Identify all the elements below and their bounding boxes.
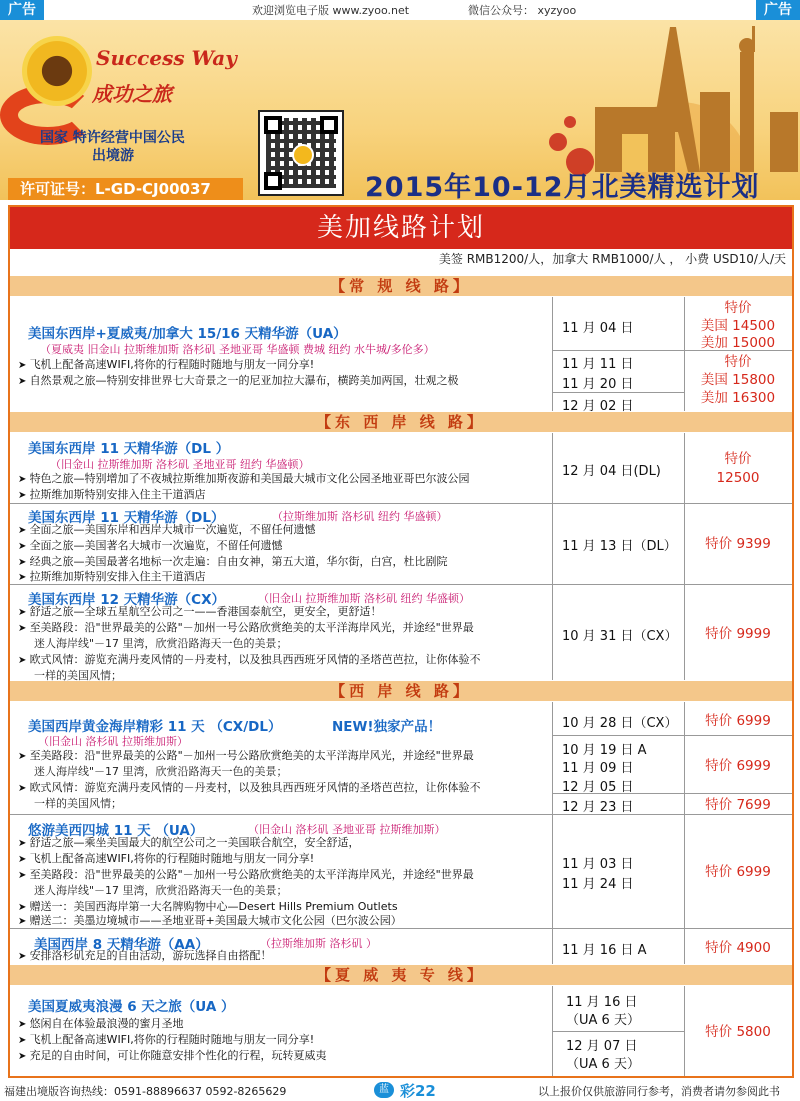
price-value: 特价 4900 — [705, 940, 771, 956]
route-title[interactable]: 美国西岸 8 天精华游（AA） — [34, 937, 209, 953]
route-bullet: ➤ 拉斯维加斯特别安排入住主干道酒店 — [18, 569, 206, 586]
disclaimer: 以上报价仅供旅游同行参考，消费者请勿参阅此书 — [538, 1085, 780, 1098]
departure-date: 11 月 04 日 — [562, 321, 634, 336]
route-cities: （拉斯维加斯 洛杉矶 ） — [260, 937, 377, 950]
route-bullet: ➤ 特色之旅—特别增加了不夜城拉斯维加斯夜游和美国最大城市文化公园圣地亚哥巴尔波公园 — [18, 471, 470, 488]
grid-line — [552, 392, 684, 393]
route-cities: （旧金山 洛杉矶 圣地亚哥 拉斯维加斯） — [248, 823, 446, 836]
route-bullet: ➤ 舒适之旅—乘坐美国最大的航空公司之一美国联合航空，安全舒适， — [18, 835, 360, 852]
ad-label-right: 广告 — [756, 0, 800, 20]
plan-title: 2015年10-12月北美精选计划 — [365, 172, 760, 203]
ad-label-left: 广告 — [0, 0, 44, 20]
departure-date: 10 月 19 日 A — [562, 743, 647, 758]
hotline: 福建出境版咨询热线：0591-88896637 0592-8265629 — [4, 1085, 287, 1098]
route-title[interactable]: 美国东西岸 11 天精华游（DL） — [28, 510, 225, 526]
route-bullet: ➤ 赠送二：美墨边境城市——圣地亚哥+美国最大城市文化公园（巴尔波公园） — [18, 913, 402, 930]
welcome-text[interactable]: 欢迎浏览电子版 www.zyoo.net — [252, 4, 410, 17]
route-bullet: ➤ 拉斯维加斯特别安排入住主干道酒店 — [18, 487, 206, 504]
brand-chinese: 成功之旅 — [92, 82, 172, 106]
departure-note: （UA 6 天） — [566, 1057, 640, 1072]
route-bullet-continued: 迷人海岸线"－17 里湾，欣赏沿路海天一色的美景； — [34, 637, 288, 650]
price-value: 美加 15000 — [700, 335, 776, 351]
section-regular: 【常 规 线 路】 — [10, 276, 792, 296]
qr-code-icon[interactable] — [258, 110, 344, 196]
departure-date: 11 月 11 日 — [562, 357, 634, 372]
route-bullet: ➤ 赠送一：美国西海岸第一大名牌购物中心—Desert Hills Premium Outlets — [18, 899, 398, 916]
section-west: 【西 岸 线 路】 — [10, 681, 792, 701]
price-value: 美国 14500 — [700, 318, 776, 334]
price-value: 特价 6999 — [705, 864, 771, 880]
price-label: 特价 — [724, 354, 752, 370]
route-bullet: ➤ 欧式风情：游览充满丹麦风情的－丹麦村，以及独具西西班牙风情的圣塔芭芭拉，让你体验不 — [18, 780, 481, 797]
route-bullet: ➤ 自然景观之旅—特别安排世界七大奇景之一的尼亚加拉大瀑布，横跨美加两国，壮观之极 — [18, 373, 459, 390]
departure-note: （UA 6 天） — [566, 1013, 640, 1028]
route-cities: （旧金山 拉斯维加斯 洛杉矶 纽约 华盛顿） — [258, 592, 470, 605]
grid-line — [10, 814, 792, 815]
route-bullet: ➤ 安排洛杉矶充足的自由活动，游玩选择自由搭配！ — [18, 948, 272, 965]
qr-finder — [320, 116, 338, 134]
route-title[interactable]: 美国西岸黄金海岸精彩 11 天 （CX/DL） — [28, 719, 282, 735]
departure-date: 11 月 13 日（DL） — [562, 539, 677, 554]
page-number: 彩22 — [400, 1082, 436, 1100]
route-title[interactable]: 美国东西岸 11 天精华游（DL ） — [28, 441, 230, 457]
departure-date: 12 月 02 日 — [562, 399, 634, 414]
route-bullet: ➤ 全面之旅—美国东岸和西岸大城市一次遍览，不留任何遗憾 — [18, 522, 316, 539]
license-line1: 国家 特许经营中国公民 — [40, 130, 185, 146]
route-cities: （夏威夷 旧金山 拉斯维加斯 洛杉矶 圣地亚哥 华盛顿 费城 纽约 水牛城/多伦多） — [40, 343, 435, 356]
route-bullet: ➤ 悠闲自在体验最浪漫的蜜月圣地 — [18, 1016, 184, 1033]
route-title[interactable]: 悠游美西四城 11 天 （UA） — [28, 823, 204, 839]
route-bullet-continued: 迷人海岸线"－17 里湾，欣赏沿路海天一色的美景； — [34, 884, 288, 897]
price-label: 特价 — [724, 451, 752, 467]
route-bullet: ➤ 舒适之旅—全球五星航空公司之一——香港国泰航空，更安全，更舒适！ — [18, 604, 382, 621]
sunflower-logo-icon — [22, 36, 92, 106]
route-bullet: ➤ 欧式风情：游览充满丹麦风情的－丹麦村，以及独具西西班牙风情的圣塔芭芭拉，让你体验不 — [18, 652, 481, 669]
route-cities: （旧金山 洛杉矶 拉斯维加斯） — [38, 735, 188, 748]
price-value: 特价 9399 — [705, 536, 771, 552]
visa-fees: 美签 RMB1200/人，加拿大 RMB1000/人 ， 小费 USD10/人/天 — [438, 252, 786, 266]
route-cities: （旧金山 拉斯维加斯 洛杉矶 圣地亚哥 纽约 华盛顿） — [50, 458, 310, 471]
new-badge: NEW!独家产品！ — [332, 719, 442, 735]
route-bullet: ➤ 飞机上配备高速WIFI,将你的行程随时随地与朋友一同分享! — [18, 1032, 314, 1049]
grid-line — [552, 735, 792, 736]
departure-date: 10 月 28 日（CX） — [562, 716, 678, 731]
price-value: 特价 9999 — [705, 626, 771, 642]
route-title[interactable]: 美国东西岸+夏威夷/加拿大 15/16 天精华游（UA） — [28, 326, 347, 342]
banner-title: 美加线路计划 — [10, 207, 792, 249]
route-bullet: ➤ 经典之旅—美国最著名地标一次走遍：自由女神，第五大道，华尔街，白宫，杜比剧院 — [18, 554, 448, 571]
price-label: 特价 — [724, 300, 752, 316]
departure-date: 11 月 20 日 — [562, 377, 634, 392]
route-bullet: ➤ 飞机上配备高速WIFI,将你的行程随时随地与朋友一同分享! — [18, 357, 314, 374]
section-hawaii: 【夏 威 夷 专 线】 — [10, 965, 792, 985]
price-value: 特价 6999 — [705, 758, 771, 774]
route-cities: （拉斯维加斯 洛杉矶 纽约 华盛顿） — [272, 510, 448, 523]
section-east-west: 【东 西 岸 线 路】 — [10, 412, 792, 432]
wechat-text: 微信公众号： xyzyoo — [468, 4, 577, 17]
departure-date: 12 月 04 日(DL) — [562, 464, 661, 479]
route-bullet: ➤ 至美路段：沿"世界最美的公路"－加州一号公路欣赏绝美的太平洋海岸风光，并途经"世界最 — [18, 620, 474, 637]
grid-line — [552, 1031, 684, 1032]
route-title[interactable]: 美国夏威夷浪漫 6 天之旅（UA ） — [28, 999, 235, 1015]
route-bullet: ➤ 充足的自由时间，可让你随意安排个性化的行程，玩转夏威夷 — [18, 1048, 327, 1065]
departure-date: 12 月 07 日 — [566, 1039, 638, 1054]
price-value: 12500 — [716, 470, 760, 486]
departure-date: 11 月 16 日 — [566, 995, 638, 1010]
route-title[interactable]: 美国东西岸 12 天精华游（CX） — [28, 592, 226, 608]
grid-line — [552, 433, 553, 680]
departure-date: 11 月 03 日 — [562, 857, 634, 872]
departure-date: 11 月 24 日 — [562, 877, 634, 892]
grid-line — [552, 297, 553, 411]
route-bullet: ➤ 全面之旅—美国著名大城市一次遍览，不留任何遗憾 — [18, 538, 283, 555]
departure-date: 10 月 31 日（CX） — [562, 629, 678, 644]
grid-line — [552, 986, 553, 1078]
grid-line — [552, 702, 553, 964]
departure-date: 11 月 16 日 A — [562, 943, 647, 958]
departure-date: 11 月 09 日 — [562, 761, 634, 776]
departure-date: 12 月 05 日 — [562, 780, 634, 795]
price-value: 特价 7699 — [705, 797, 771, 813]
permit-number: 许可证号：L-GD-CJ00037 — [8, 178, 243, 200]
qr-center-logo-icon — [292, 144, 314, 166]
price-value: 美加 16300 — [700, 390, 776, 406]
grid-line — [684, 702, 685, 964]
landmarks-illustration-icon — [540, 22, 800, 182]
footer — [0, 1080, 800, 1100]
departure-date: 12 月 23 日 — [562, 800, 634, 815]
route-bullet: ➤ 飞机上配备高速WIFI,将你的行程随时随地与朋友一同分享! — [18, 851, 314, 868]
route-table — [8, 205, 794, 1078]
price-value: 美国 15800 — [700, 372, 776, 388]
qr-finder — [264, 116, 282, 134]
price-value: 特价 6999 — [705, 713, 771, 729]
license-line2: 出境游 — [92, 148, 134, 164]
brand-english: Success Way — [96, 46, 237, 70]
route-bullet-continued: 一样的美国风情； — [34, 797, 122, 810]
route-bullet-continued: 迷人海岸线"－17 里湾，欣赏沿路海天一色的美景； — [34, 765, 288, 778]
route-bullet: ➤ 至美路段：沿"世界最美的公路"－加州一号公路欣赏绝美的太平洋海岸风光，并途经"世界最 — [18, 867, 474, 884]
route-bullet-continued: 一样的美国风情； — [34, 669, 122, 682]
route-bullet: ➤ 至美路段：沿"世界最美的公路"－加州一号公路欣赏绝美的太平洋海岸风光，并途经"世界最 — [18, 748, 474, 765]
qr-finder — [264, 172, 282, 190]
price-value: 特价 5800 — [705, 1024, 771, 1040]
page-badge: 蓝 — [374, 1082, 394, 1098]
